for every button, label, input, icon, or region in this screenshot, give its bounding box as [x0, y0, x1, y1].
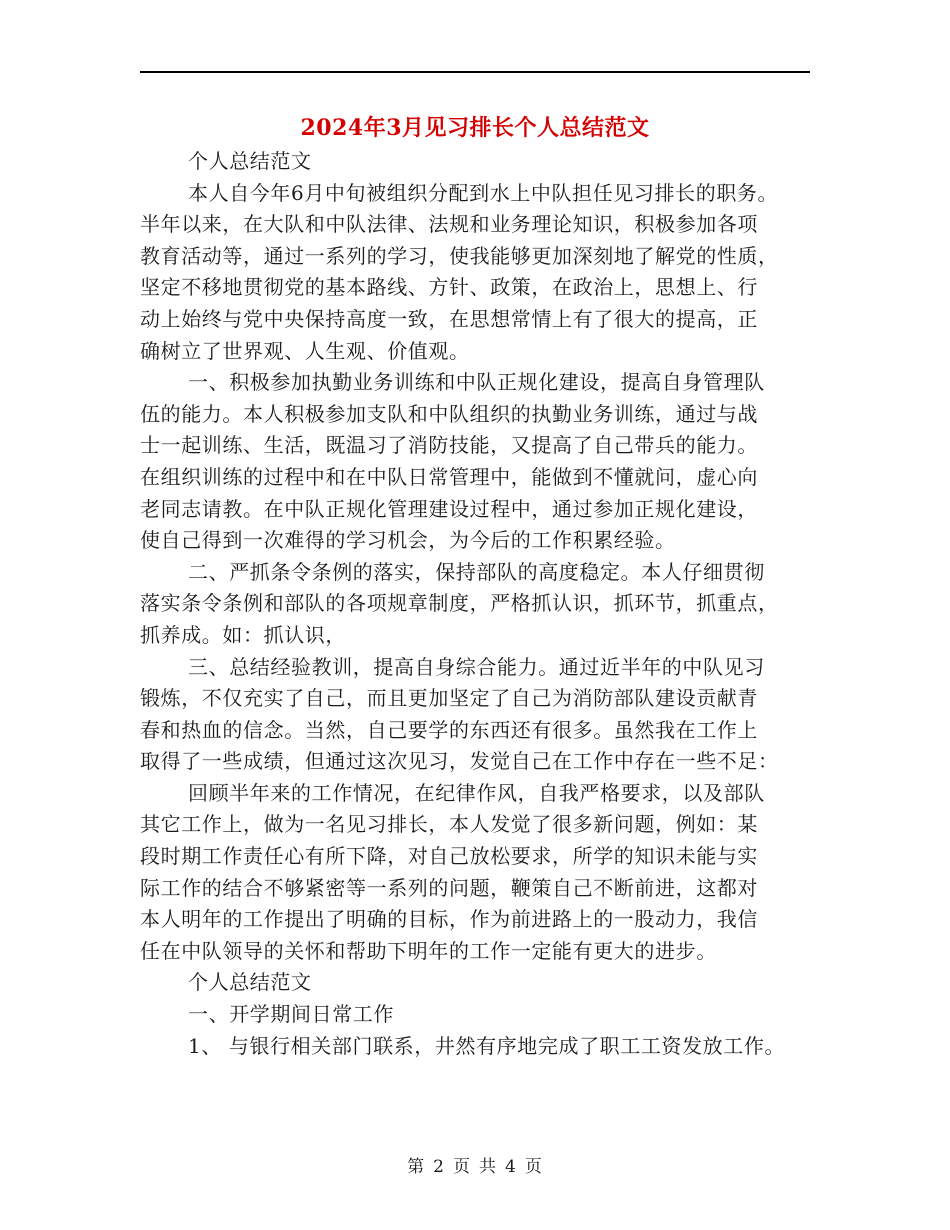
text-line: 段时期工作责任心有所下降，对自己放松要求，所学的知识未能与实 [140, 844, 758, 869]
text-line: 动上始终与党中央保持高度一致，在思想常情上有了很大的提高，正 [140, 306, 758, 331]
text-line: 本人自今年6月中旬被组织分配到水上中队担任见习排长的职务。 [188, 180, 779, 205]
text-line: 在组织训练的过程中和在中队日常管理中，能做到不懂就问，虚心向 [140, 464, 758, 489]
page-footer [0, 1152, 950, 1177]
text-line: 取得了一些成绩，但通过这次见习，发觉自己在工作中存在一些不足： [140, 749, 779, 774]
text-line: 二、严抓条令条例的落实，保持部队的高度稳定。本人仔细贯彻 [188, 559, 765, 584]
text-line: 抓养成。如：抓认识， [140, 622, 346, 647]
text-line: 际工作的结合不够紧密等一系列的问题，鞭策自己不断前进，这都对 [140, 875, 758, 900]
text-line: 伍的能力。本人积极参加支队和中队组织的执勤业务训练，通过与战 [140, 401, 758, 426]
text-line: 1、 与银行相关部门联系，井然有序地完成了职工工资发放工作。 [188, 1033, 786, 1058]
text-line: 锻炼，不仅充实了自己，而且更加坚定了自己为消防部队建设贡献青 [140, 686, 758, 711]
text-line: 其它工作上，做为一名见习排长，本人发觉了很多新问题，例如：某 [140, 812, 758, 837]
footer-total-prefix: 共 [479, 1157, 497, 1177]
text-line: 任在中队领导的关怀和帮助下明年的工作一定能有更大的进步。 [140, 938, 717, 963]
document-title: 2024年3月见习排长个人总结范文 [300, 115, 650, 141]
text-line: 教育活动等，通过一系列的学习，使我能够更加深刻地了解党的性质， [140, 243, 779, 268]
text-line: 半年以来，在大队和中队法律、法规和业务理论知识，积极参加各项 [140, 212, 758, 237]
text-line: 本人明年的工作提出了明确的目标，作为前进路上的一股动力，我信 [140, 907, 758, 932]
text-line: 个人总结范文 [188, 149, 312, 173]
text-line: 落实条令条例和部队的各项规章制度，严格抓认识，抓环节，抓重点， [140, 591, 779, 616]
text-line: 确树立了世界观、人生观、价值观。 [140, 338, 470, 363]
header-rule [140, 71, 810, 73]
text-line: 坚定不移地贯彻党的基本路线、方针、政策，在政治上，思想上、行 [140, 275, 758, 300]
text-line: 三、总结经验教训，提高自身综合能力。通过近半年的中队见习 [188, 654, 765, 679]
document-body [140, 146, 820, 1062]
footer-current-page: 2 [433, 1157, 445, 1177]
text-line: 使自己得到一次难得的学习机会，为今后的工作积累经验。 [140, 528, 676, 553]
text-line: 士一起训练、生活，既温习了消防技能，又提高了自己带兵的能力。 [140, 433, 758, 458]
footer-total-pages: 4 [505, 1157, 517, 1177]
footer-prefix: 第 [407, 1157, 426, 1177]
footer-page-word: 页 [453, 1157, 471, 1177]
text-line: 春和热血的信念。当然，自己要学的东西还有很多。虽然我在工作上 [140, 717, 758, 742]
text-line: 个人总结范文 [188, 970, 312, 995]
text-line: 老同志请教。在中队正规化管理建设过程中，通过参加正规化建设， [140, 496, 758, 521]
text-line: 一、积极参加执勤业务训练和中队正规化建设，提高自身管理队 [188, 370, 765, 395]
footer-page-suffix: 页 [524, 1157, 543, 1177]
text-line: 回顾半年来的工作情况，在纪律作风，自我严格要求，以及部队 [188, 780, 765, 805]
text-line: 一、开学期间日常工作 [188, 1002, 394, 1027]
